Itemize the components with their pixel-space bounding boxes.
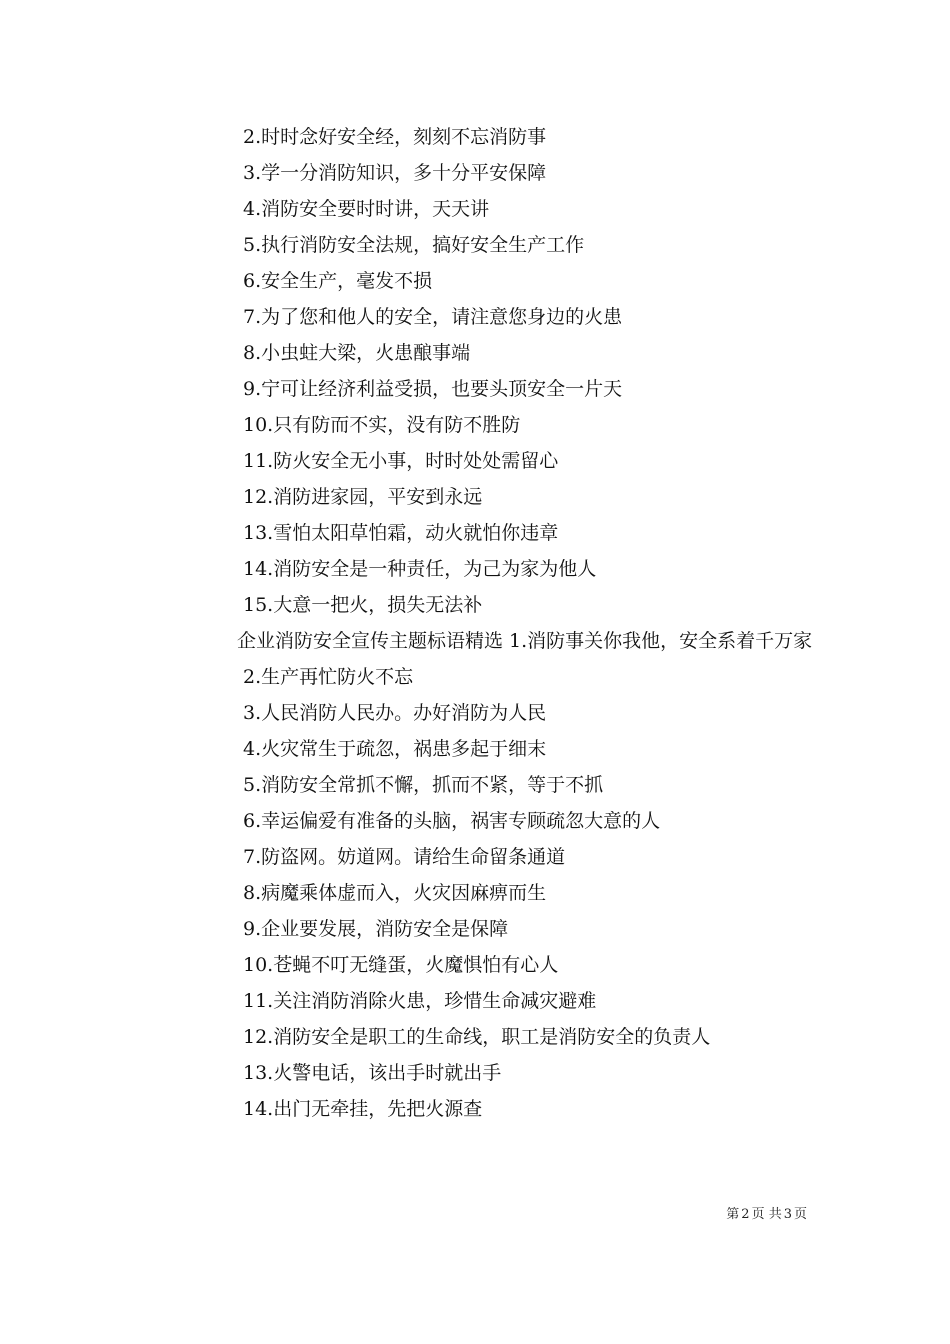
list-item: 3.人民消防人民办。办好消防为人民 (243, 702, 547, 724)
page-footer (0, 1203, 808, 1222)
list-item: 12.消防安全是职工的生命线，职工是消防安全的负责人 (243, 1026, 711, 1048)
list-item: 13.火警电话，该出手时就出手 (243, 1062, 502, 1084)
list-item: 14.消防安全是一种责任，为己为家为他人 (243, 558, 597, 580)
document-body (145, 119, 815, 1127)
list-item: 11.关注消防消除火患，珍惜生命减灾避难 (243, 990, 597, 1012)
list-item: 7.防盗网。妨道网。请给生命留条通道 (243, 846, 566, 868)
list-item: 14.出门无牵挂，先把火源查 (243, 1098, 483, 1120)
list-item: 10.苍蝇不叮无缝蛋，火魔惧怕有心人 (243, 954, 559, 976)
list-item: 9.企业要发展，消防安全是保障 (243, 918, 509, 940)
list-item: 8.小虫蛀大梁，火患酿事端 (243, 342, 471, 364)
list-item: 11.防火安全无小事，时时处处需留心 (243, 450, 559, 472)
list-item: 5.执行消防安全法规，搞好安全生产工作 (243, 234, 585, 256)
list-item: 4.消防安全要时时讲，天天讲 (243, 198, 490, 220)
page-label-suffix: 页 (793, 1207, 807, 1222)
section-paragraph: 企业消防安全宣传主题标语精选 1.消防事关你我他，安全系着千万家 (237, 630, 813, 652)
list-item: 9.宁可让经济利益受损，也要头顶安全一片天 (243, 378, 623, 400)
list-item: 8.病魔乘体虚而入，火灾因麻痹而生 (243, 882, 547, 904)
list-item: 3.学一分消防知识，多十分平安保障 (243, 162, 547, 184)
list-item: 2.时时念好安全经，刻刻不忘消防事 (243, 126, 547, 148)
slogan-list-1 (145, 119, 815, 623)
slogan-list-2 (145, 659, 815, 1127)
list-item: 7.为了您和他人的安全，请注意您身边的火患 (243, 306, 623, 328)
list-item: 10.只有防而不实，没有防不胜防 (243, 414, 521, 436)
list-item: 2.生产再忙防火不忘 (243, 666, 414, 688)
list-item: 5.消防安全常抓不懈，抓而不紧，等于不抓 (243, 774, 604, 796)
list-item: 13.雪怕太阳草怕霜，动火就怕你违章 (243, 522, 559, 544)
list-item: 6.幸运偏爱有准备的头脑，祸害专顾疏忽大意的人 (243, 810, 661, 832)
list-item: 15.大意一把火，损失无法补 (243, 594, 483, 616)
page-label-prefix: 第 (726, 1207, 740, 1222)
page-label-middle: 页 共 (751, 1207, 782, 1222)
page-total: 3 (783, 1207, 792, 1222)
list-item: 12.消防进家园，平安到永远 (243, 486, 483, 508)
list-item: 4.火灾常生于疏忽，祸患多起于细末 (243, 738, 547, 760)
page-current: 2 (741, 1207, 750, 1222)
list-item: 6.安全生产，毫发不损 (243, 270, 433, 292)
